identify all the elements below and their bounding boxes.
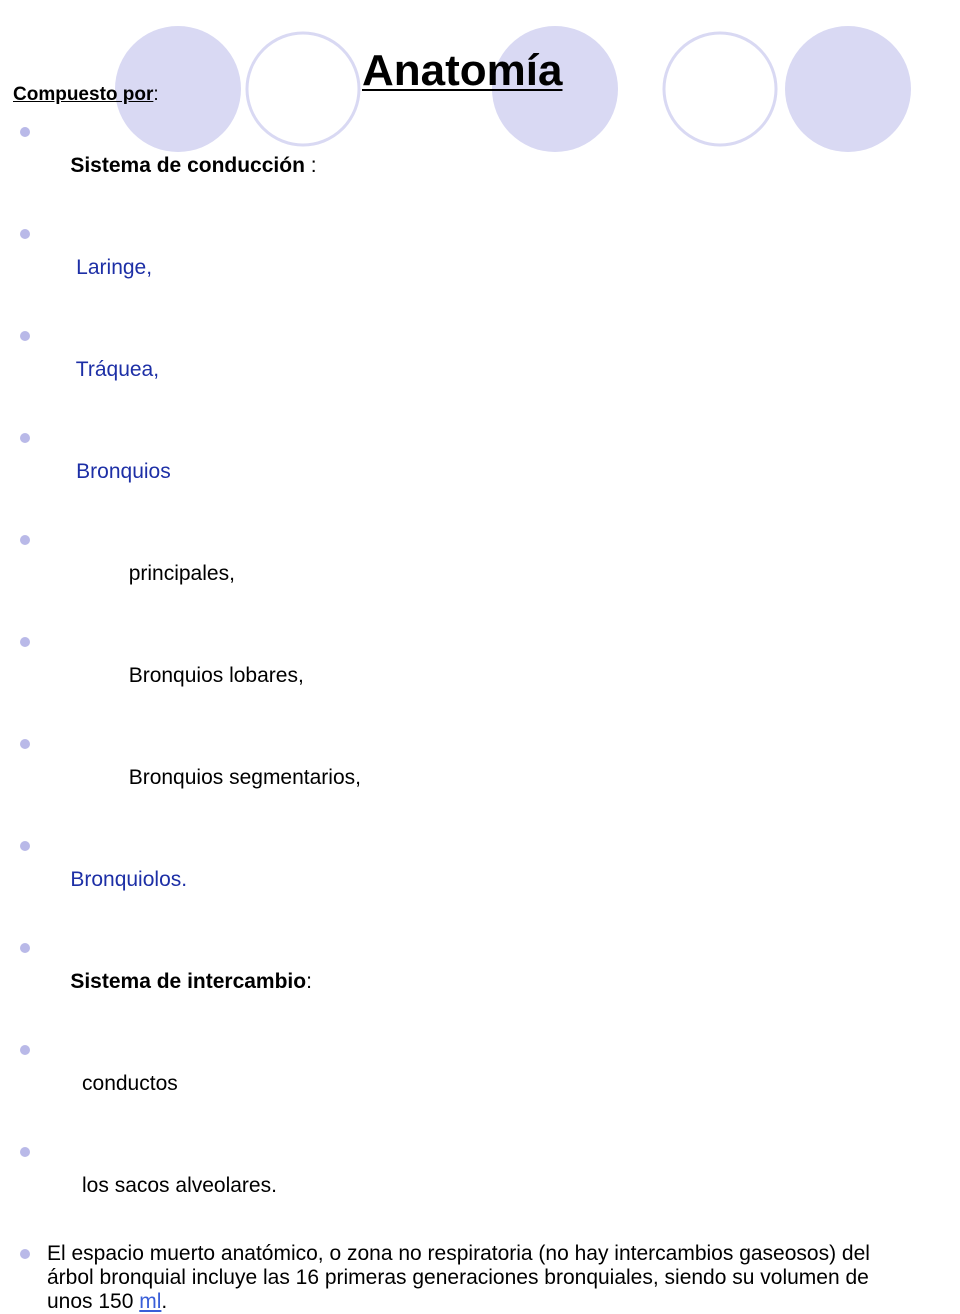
list-item-suffix: : bbox=[306, 970, 312, 993]
list-item-text: Sistema de intercambio bbox=[70, 970, 307, 993]
list-item bbox=[20, 931, 920, 1033]
list-item bbox=[20, 625, 920, 727]
bullet-icon bbox=[20, 841, 30, 851]
list-item-text: Bronquiolos. bbox=[70, 868, 188, 891]
list-item-text: conductos bbox=[70, 1072, 178, 1095]
list-item-text: El espacio muerto anatómico, o zona no respiratoria (no hay intercambios gaseosos) del árbol bronquial incluye las 16 primeras generaciones bronquiales, siendo su volumen de unos 150 bbox=[47, 1242, 870, 1313]
bullet-icon bbox=[20, 739, 30, 749]
bullet-icon bbox=[20, 229, 30, 239]
list-item-text: Sistema de conducción bbox=[70, 154, 311, 177]
bullet-icon bbox=[20, 637, 30, 647]
intro-suffix: : bbox=[153, 84, 159, 105]
bullet-icon bbox=[20, 535, 30, 545]
list-item-text: Laringe, bbox=[70, 256, 153, 279]
list-item bbox=[20, 1033, 920, 1135]
bullet-icon bbox=[20, 433, 30, 443]
list-item bbox=[20, 319, 920, 421]
list-item-text: Bronquios lobares, bbox=[70, 664, 304, 687]
list-item-text: Tráquea, bbox=[70, 358, 160, 381]
bullet-icon bbox=[20, 1147, 30, 1157]
bullet-icon bbox=[20, 331, 30, 341]
list-item bbox=[20, 115, 920, 217]
list-item bbox=[20, 421, 920, 523]
bullet-icon bbox=[20, 127, 30, 137]
bullet-list bbox=[20, 115, 920, 1314]
list-item bbox=[20, 523, 920, 625]
bullet-icon bbox=[20, 1249, 30, 1259]
bullet-icon bbox=[20, 943, 30, 953]
list-item bbox=[20, 217, 920, 319]
list-item-suffix: : bbox=[310, 154, 317, 177]
bullet-icon bbox=[20, 1045, 30, 1055]
slide-title: Anatomía bbox=[362, 46, 563, 95]
list-item-text: Bronquios segmentarios, bbox=[70, 766, 361, 789]
list-item bbox=[20, 1135, 920, 1237]
list-item bbox=[20, 727, 920, 829]
list-item bbox=[20, 1237, 920, 1314]
list-item-text: Bronquios bbox=[70, 460, 171, 483]
list-item-text: principales, bbox=[70, 562, 235, 585]
ml-link[interactable]: ml bbox=[139, 1290, 162, 1313]
list-item-end: . bbox=[161, 1290, 168, 1313]
list-item-text: los sacos alveolares. bbox=[70, 1174, 277, 1197]
list-item bbox=[20, 829, 920, 931]
intro-label: Compuesto por bbox=[13, 84, 154, 105]
intro-line bbox=[13, 84, 159, 106]
